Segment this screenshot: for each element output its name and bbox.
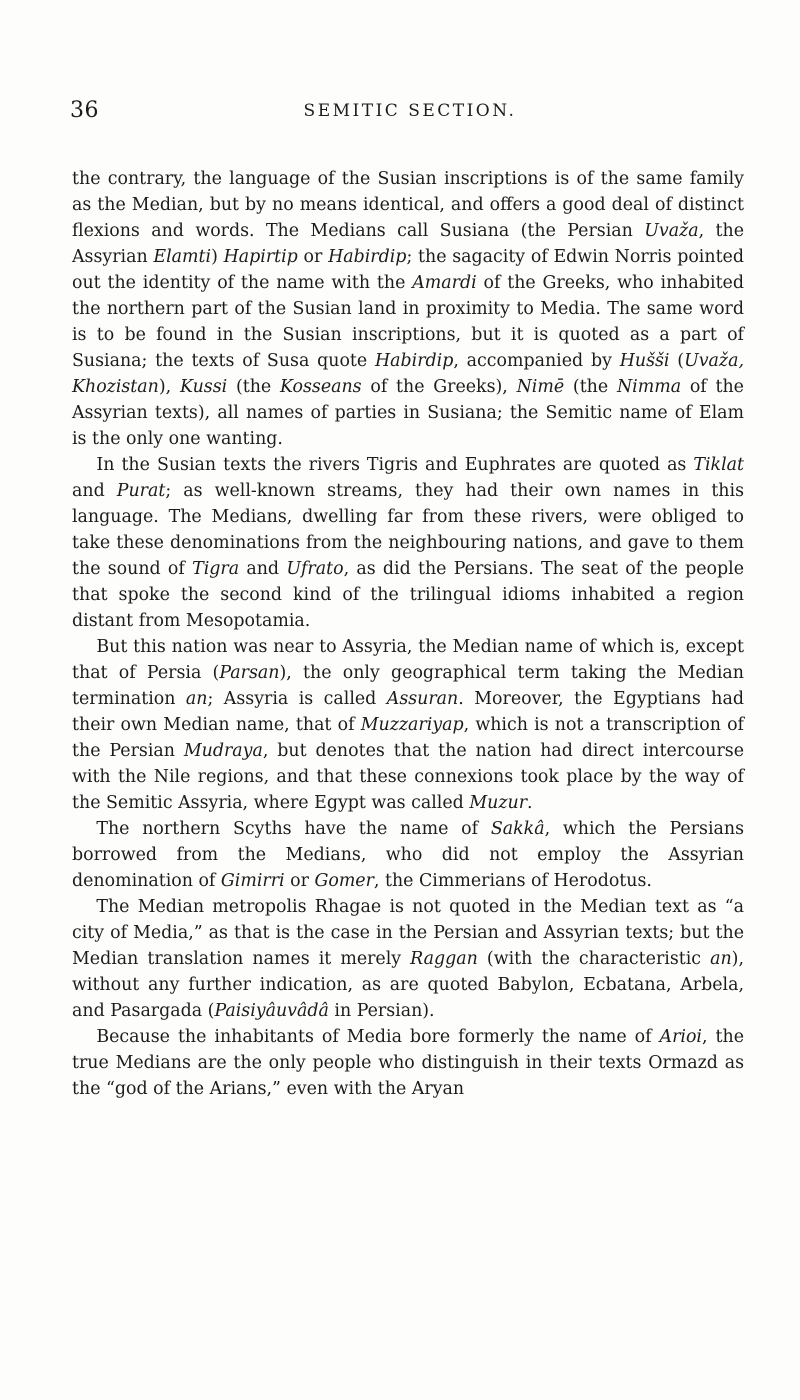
running-head: SEMITIC SECTION. bbox=[303, 101, 517, 121]
text-run: ) bbox=[211, 247, 224, 267]
text-run: and bbox=[239, 559, 287, 579]
text-run: The northern Scyths have the name of bbox=[96, 819, 491, 839]
text-run: (the bbox=[564, 377, 617, 397]
italic-term: Uvaža, Khozistan bbox=[72, 351, 744, 397]
text-run: , as did the Persians. The seat of the people that spoke the second kind of the trilingual idioms inhabited a region distant from Mesopotamia. bbox=[72, 559, 744, 631]
text-run: ), without any further indication, as are quoted Babylon, Ecbatana, Arbela, and Pasargada ( bbox=[72, 949, 744, 1021]
italic-term: Muzur bbox=[469, 793, 528, 813]
page-header bbox=[70, 98, 750, 128]
text-run: ), the only geographical term taking the Median termination bbox=[72, 663, 744, 709]
italic-term: Uvaža bbox=[644, 221, 699, 241]
text-run: , accompanied by bbox=[453, 351, 620, 371]
text-run: In the Susian texts the rivers Tigris and Euphrates are quoted as bbox=[96, 455, 694, 475]
italic-term: Kosseans bbox=[279, 377, 362, 397]
text-run: . Moreover, the Egyptians had their own Median name, that of bbox=[72, 689, 745, 735]
text-run: , the Cimmerians of Herodotus. bbox=[373, 871, 652, 891]
paragraph bbox=[72, 816, 744, 894]
italic-term: an bbox=[710, 949, 732, 969]
text-run: (the bbox=[227, 377, 280, 397]
italic-term: Assuran bbox=[386, 689, 459, 709]
page-number: 36 bbox=[70, 98, 99, 123]
italic-term: Habirdip bbox=[374, 351, 454, 371]
text-run: But this nation was near to Assyria, the Median name of which is, except that of Persia ( bbox=[72, 637, 744, 683]
italic-term: an bbox=[185, 689, 208, 709]
text-run: , the true Medians are the only people who distinguish in their texts Ormazd as the “god of the Arians,” even with the Aryan bbox=[72, 1027, 744, 1099]
paragraph bbox=[72, 634, 744, 816]
text-run: ( bbox=[669, 351, 685, 371]
text-run: of the Assyrian texts), all names of parties in Susiana; the Semitic name of Elam is the only one wanting. bbox=[72, 377, 744, 449]
italic-term: Purat bbox=[116, 481, 166, 501]
italic-term: Nimma bbox=[616, 377, 682, 397]
italic-term: Tiklat bbox=[693, 455, 744, 475]
text-run: , which the Persians borrowed from the Medians, who did not employ the Assyrian denomination of bbox=[72, 819, 745, 891]
text-run: of the Greeks, who inhabited the northern part of the Susian land in proximity to Media. The same word is to be found in the Susian inscriptions, but it is quoted as a part of Susiana; the texts of Susa quote bbox=[72, 273, 744, 371]
italic-term: Tigra bbox=[192, 559, 240, 579]
paragraph bbox=[72, 452, 744, 634]
italic-term: Parsan bbox=[219, 663, 280, 683]
body-text bbox=[72, 166, 744, 1102]
italic-term: Kussi bbox=[179, 377, 228, 397]
italic-term: Arioi bbox=[659, 1027, 702, 1047]
text-run: Because the inhabitants of Media bore formerly the name of bbox=[96, 1027, 660, 1047]
italic-term: Muzzariyap bbox=[360, 715, 464, 735]
text-run: and bbox=[72, 481, 117, 501]
text-run: ; as well-known streams, they had their own names in this language. The Medians, dwelling far from these rivers, were obliged to take these denominations from the neighbouring nations, and gave to them the sound of bbox=[72, 481, 744, 579]
italic-term: Amardi bbox=[412, 273, 477, 293]
text-run: ; the sagacity of Edwin Norris pointed out the identity of the name with the bbox=[72, 247, 744, 293]
paragraph bbox=[72, 166, 744, 452]
italic-term: Mudraya bbox=[183, 741, 263, 761]
italic-term: Ufrato bbox=[286, 559, 344, 579]
paragraph bbox=[72, 1024, 744, 1102]
text-run: or bbox=[297, 247, 329, 267]
text-run: ; Assyria is called bbox=[207, 689, 387, 709]
text-run: or bbox=[284, 871, 315, 891]
italic-term: Habirdip bbox=[328, 247, 407, 267]
text-run: in Persian). bbox=[328, 1001, 435, 1021]
paragraph bbox=[72, 894, 744, 1024]
text-run: , but denotes that the nation had direct intercourse with the Nile regions, and that these connexions took place by the way of the Semitic Assyria, where Egypt was called bbox=[72, 741, 744, 813]
text-run: of the Greeks), bbox=[361, 377, 517, 397]
text-run: ), bbox=[158, 377, 180, 397]
text-run: The Median metropolis Rhagae is not quoted in the Median text as “a city of Media,” as that is the case in the Persian and Assyrian texts; but the Median translation names it merely bbox=[72, 897, 744, 969]
text-run: . bbox=[527, 793, 533, 813]
italic-term: Elamti bbox=[153, 247, 212, 267]
text-run: , which is not a transcription of the Persian bbox=[72, 715, 744, 761]
italic-term: Raggan bbox=[410, 949, 478, 969]
text-run: (with the characteristic bbox=[477, 949, 711, 969]
italic-term: Paisiyâuvâdâ bbox=[214, 1001, 329, 1021]
italic-term: Nimē bbox=[516, 377, 565, 397]
italic-term: Hušši bbox=[619, 351, 670, 371]
text-run: the contrary, the language of the Susian inscriptions is of the same family as the Median, but by no means identical, and offers a good deal of distinct flexions and words. The Medians call Susiana (the Persian bbox=[72, 169, 744, 241]
italic-term: Hapirtip bbox=[223, 247, 298, 267]
italic-term: Sakkâ bbox=[490, 819, 545, 839]
text-run: , the Assyrian bbox=[72, 221, 744, 267]
italic-term: Gomer bbox=[314, 871, 374, 891]
italic-term: Gimirri bbox=[220, 871, 285, 891]
